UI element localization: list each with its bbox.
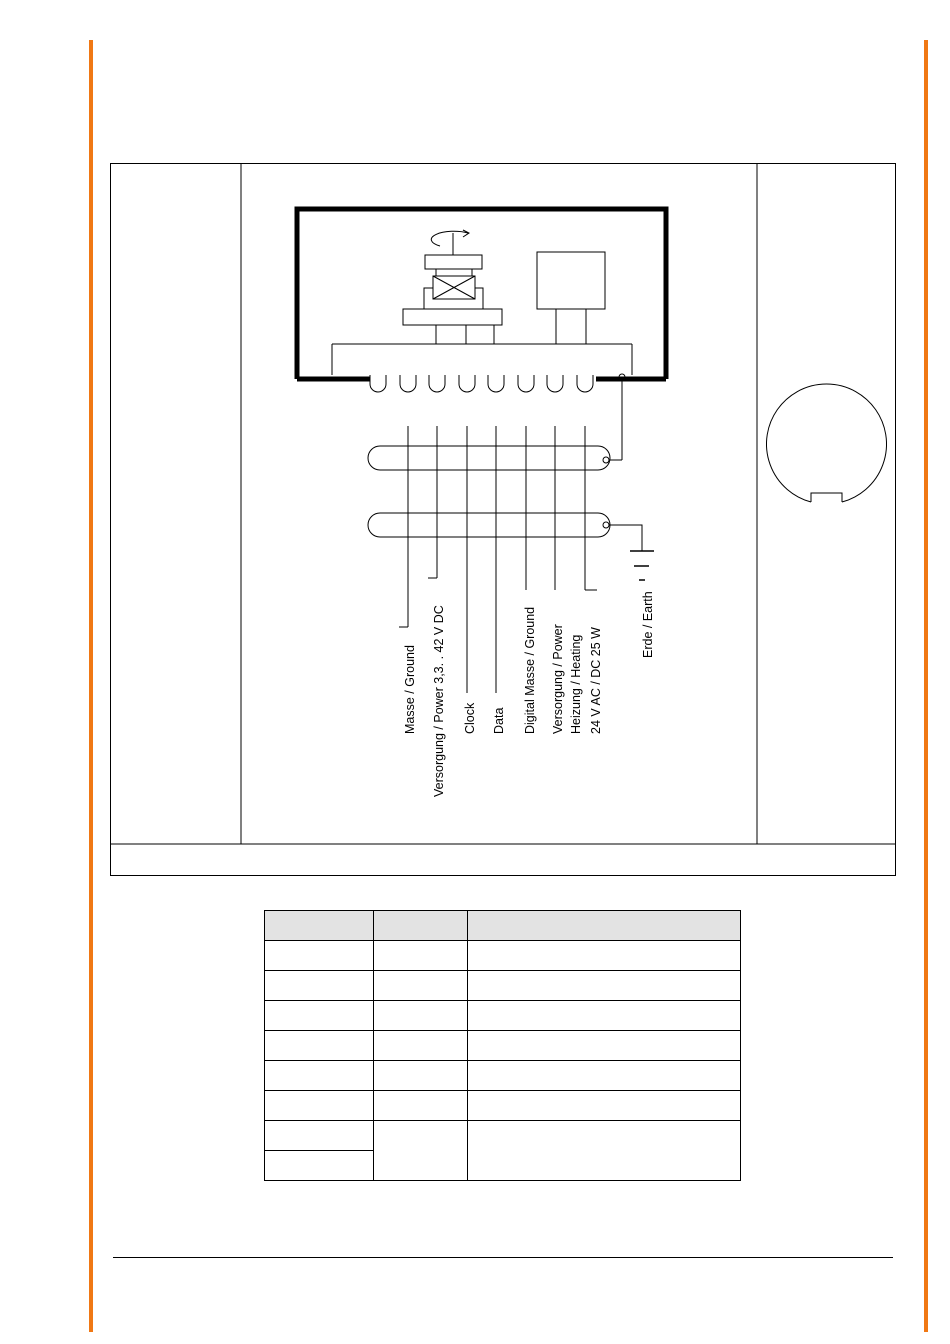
table-cell [265,1121,374,1151]
table-cell [265,941,374,971]
wire-label: Digital Masse / Ground [523,606,537,734]
table-row [265,971,741,1001]
wire-label: Masse / Ground [403,645,417,734]
table-cell [265,1061,374,1091]
table-row [265,1031,741,1061]
table-cell [374,1091,468,1121]
wire-label: Clock [463,702,477,734]
table-cell [468,1061,741,1091]
earth-label: Erde / Earth [641,591,655,658]
wire-label: Heizung / Heating [569,634,583,734]
wire-label: Versorgung / Power [551,624,565,734]
table-cell [468,1091,741,1121]
wire-label: 24 V AC / DC 25 W [589,627,603,734]
table-header-cell [374,911,468,941]
table-header-row [265,911,741,941]
terminal-assignment-table [264,910,741,1181]
table-cell [468,971,741,1001]
table-header-cell [468,911,741,941]
table-row [265,1091,741,1121]
table-cell [374,971,468,1001]
table-row [265,941,741,971]
encoder-assembly [403,255,502,344]
table-cell [468,941,741,971]
table-cell [374,1031,468,1061]
connector-pin [488,375,504,392]
table-cell [265,1151,374,1181]
connector-pin [459,375,475,392]
wire-label: Versorgung / Power 3,3. . 42 V DC [432,605,446,797]
outer-shield [368,446,610,470]
connector-pin [577,375,593,392]
cable-shield-loops [368,446,642,551]
table-cell [265,1031,374,1061]
heater-module [537,252,605,344]
shield-connection [610,374,625,460]
table-cell [374,1061,468,1091]
connector-pin [370,375,386,392]
table-cell [374,1001,468,1031]
table-cell [265,971,374,1001]
wire-labels [403,605,603,797]
connector-pin [400,375,416,392]
table-cell-merged [374,1121,468,1181]
connector-pin [429,375,445,392]
internal-bus [332,344,632,375]
inner-shield [368,513,610,537]
table-header-cell [265,911,374,941]
connector-pins [370,375,593,392]
connector-pin [518,375,534,392]
table-row [265,1001,741,1031]
table-cell [468,1031,741,1061]
rotation-arrow-icon [431,230,469,255]
wire-label: Data [492,707,506,734]
table-cell [468,1001,741,1031]
device-housing [297,209,666,379]
ground-symbol-icon [630,551,654,580]
table-cell [374,941,468,971]
table-row [265,1121,741,1151]
connector-pin [547,375,563,392]
connector-face [767,384,887,502]
footer-rule [113,1257,893,1258]
table-cell [265,1091,374,1121]
cable-wires [399,426,597,693]
table-cell [265,1001,374,1031]
table-cell-merged [468,1121,741,1181]
table-row [265,1061,741,1091]
